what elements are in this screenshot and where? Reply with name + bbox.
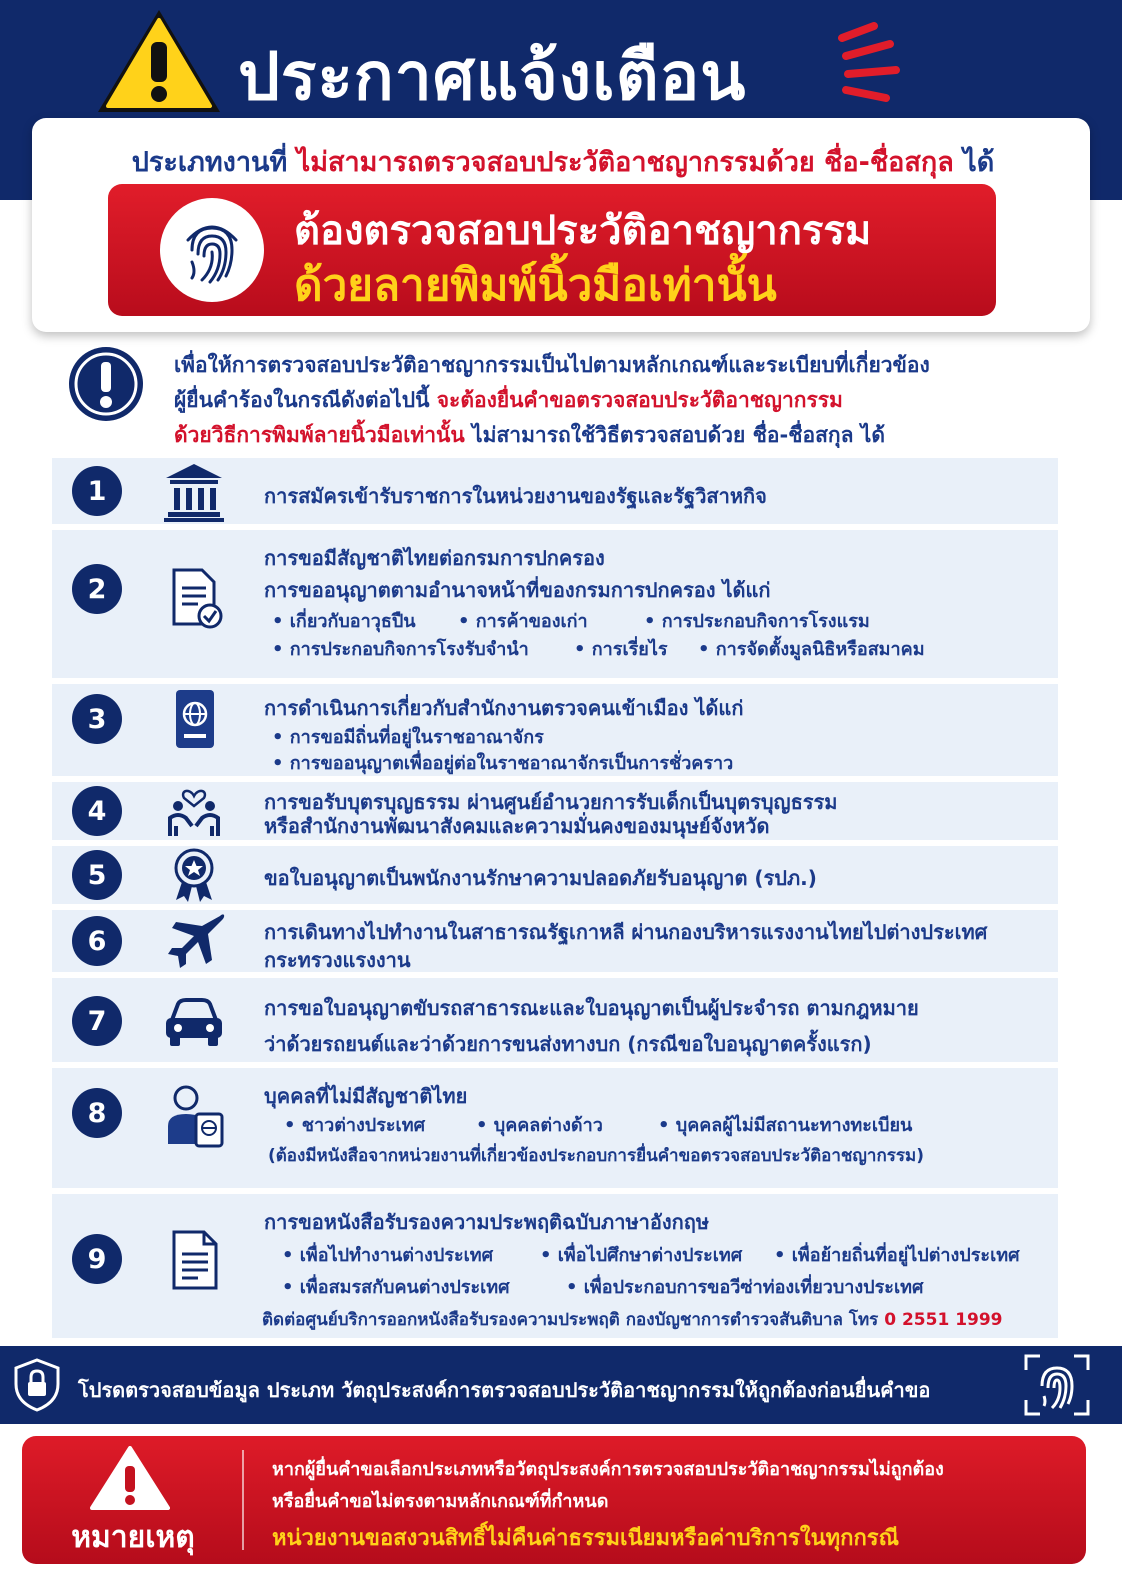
header-card	[32, 118, 1090, 332]
bullet-item: • เพื่อสมรสกับคนต่างประเทศ	[282, 1272, 510, 1301]
bullet-item: • ชาวต่างประเทศ	[284, 1110, 425, 1139]
bullet-item: • เพื่อประกอบการขอวีซ่าท่องเที่ยวบางประเทศ	[566, 1272, 923, 1301]
item-number: 8	[72, 1088, 122, 1138]
foreigner-passport-icon	[162, 1084, 226, 1148]
intro-line-2-red: จะต้องยื่นคำขอตรวจสอบประวัติอาชญากรรม	[436, 388, 843, 412]
fingerprint-scan-icon	[1024, 1354, 1090, 1416]
item-number: 9	[72, 1234, 122, 1284]
item-line-1: การขอใบอนุญาตขับรถสาธารณะและใบอนุญาตเป็นผู้ประจำรถ ตามกฎหมาย	[264, 996, 919, 1020]
item-number: 4	[72, 786, 122, 836]
list-item	[52, 910, 1058, 972]
list-item	[52, 978, 1058, 1062]
intro-line-3-suffix: ไม่สามารถใช้วิธีตรวจสอบด้วย ชื่อ-ชื่อสกุล ได้	[464, 423, 885, 447]
page-title: ประกาศแจ้งเตือน	[238, 38, 747, 115]
intro-line-3	[174, 418, 1074, 453]
bullet-item: • การขออนุญาตเพื่ออยู่ต่อในราชอาณาจักรเป็นการชั่วคราว	[272, 748, 733, 777]
card-highlight: ไม่สามารถตรวจสอบประวัติอาชญากรรมด้วย ชื่อ-ชื่อสกุล	[296, 147, 954, 178]
award-badge-icon	[162, 846, 226, 904]
remark-line-1: หากผู้ยื่นคำขอเลือกประเภทหรือวัตถุประสงค์การตรวจสอบประวัติอาชญากรรมไม่ถูกต้อง	[272, 1459, 944, 1480]
airplane-icon	[162, 910, 226, 972]
item-line-2: กระทรวงแรงงาน	[264, 948, 411, 972]
bullet-item: • เพื่อไปทำงานต่างประเทศ	[282, 1240, 493, 1269]
bullet-item: • การค้าของเก่า	[458, 606, 588, 635]
list-item	[52, 684, 1058, 776]
remark-line-2: หรือยื่นคำขอไม่ตรงตามหลักเกณฑ์ที่กำหนด	[272, 1491, 609, 1512]
fingerprint-banner	[108, 184, 996, 316]
item-line-1: บุคคลที่ไม่มีสัญชาติไทย	[264, 1084, 468, 1108]
item-number: 5	[72, 850, 122, 900]
banner-line-2: ด้วยลายพิมพ์นิ้วมือเท่านั้น	[294, 260, 777, 311]
fingerprint-icon	[178, 214, 246, 286]
intro-text	[174, 348, 1074, 453]
verify-strip-text: โปรดตรวจสอบข้อมูล ประเภท วัตถุประสงค์การตรวจสอบประวัติอาชญากรรมให้ถูกต้องก่อนยื่นคำขอ	[78, 1378, 931, 1402]
item-line-1: การดำเนินการเกี่ยวกับสำนักงานตรวจคนเข้าเมือง ได้แก่	[264, 696, 744, 720]
item-line-1: การขอรับบุตรบุญธรรม ผ่านศูนย์อำนวยการรับเด็กเป็นบุตรบุญธรรม	[264, 790, 838, 814]
passport-icon	[162, 688, 226, 752]
list-item	[52, 458, 1058, 524]
item-number: 6	[72, 916, 122, 966]
intro-line-1: เพื่อให้การตรวจสอบประวัติอาชญากรรมเป็นไปตามหลักเกณฑ์และระเบียบที่เกี่ยวข้อง	[174, 353, 930, 377]
item-line-2: ว่าด้วยรถยนต์และว่าด้วยการขนส่งทางบก (กรณีขอใบอนุญาตครั้งแรก)	[264, 1032, 872, 1056]
government-building-icon	[162, 460, 226, 524]
bullet-item: • การจัดตั้งมูลนิธิหรือสมาคม	[698, 634, 925, 663]
exclamation-circle-icon	[66, 344, 146, 424]
contact-phone: 0 2551 1999	[884, 1310, 1003, 1330]
item-line-1: การขอมีสัญชาติไทยต่อกรมการปกครอง	[264, 546, 605, 570]
verify-strip	[0, 1346, 1122, 1424]
card-prefix: ประเภทงานที่	[131, 147, 297, 178]
remark-divider	[242, 1450, 244, 1550]
item-line-1: การเดินทางไปทำงานในสาธารณรัฐเกาหลี ผ่านกองบริหารแรงงานไทยไปต่างประเทศ	[264, 920, 988, 944]
item-line-2: การขออนุญาตตามอำนาจหน้าที่ของกรมการปกครอง ได้แก่	[264, 578, 771, 602]
bullet-item: • เพื่อไปศึกษาต่างประเทศ	[540, 1240, 742, 1269]
item-note: (ต้องมีหนังสือจากหน่วยงานที่เกี่ยวข้องประกอบการยื่นคำขอตรวจสอบประวัติอาชญากรรม)	[268, 1146, 924, 1166]
item-line-2: หรือสำนักงานพัฒนาสังคมและความมั่นคงของมนุษย์จังหวัด	[264, 814, 770, 838]
bullet-item: • การประกอบกิจการโรงแรม	[644, 606, 870, 635]
list-item	[52, 782, 1058, 840]
warning-triangle-icon	[94, 6, 224, 116]
remark-box	[22, 1436, 1086, 1564]
bullet-item: • การขอมีถิ่นที่อยู่ในราชอาณาจักร	[272, 722, 544, 751]
bullet-item: • เกี่ยวกับอาวุธปืน	[272, 606, 416, 635]
alert-burst-icon	[828, 22, 908, 112]
bullet-item: • บุคคลต่างด้าว	[476, 1110, 603, 1139]
remark-label: หมายเหตุ	[71, 1520, 195, 1555]
item-number: 1	[72, 466, 122, 516]
remark-line-3: หน่วยงานขอสงวนสิทธิ์ไม่คืนค่าธรรมเนียมหรือค่าบริการในทุกกรณี	[272, 1526, 900, 1551]
banner-line-1: ต้องตรวจสอบประวัติอาชญากรรม	[294, 208, 872, 254]
item-text: ขอใบอนุญาตเป็นพนักงานรักษาความปลอดภัยรับอนุญาต (รปภ.)	[264, 866, 817, 890]
item-line-1: การขอหนังสือรับรองความประพฤติฉบับภาษาอังกฤษ	[264, 1210, 710, 1234]
contact-text: ติดต่อศูนย์บริการออกหนังสือรับรองความประพฤติ กองบัญชาการตำรวจสันติบาล โทร	[262, 1310, 885, 1330]
list-item	[52, 846, 1058, 904]
item-number: 3	[72, 694, 122, 744]
warning-triangle-icon	[90, 1446, 170, 1510]
item-number: 2	[72, 564, 122, 614]
item-number: 7	[72, 996, 122, 1046]
intro-line-3-red: ด้วยวิธีการพิมพ์ลายนิ้วมือเท่านั้น	[174, 423, 465, 447]
bullet-item: • การเรี่ยไร	[574, 634, 668, 663]
item-text: การสมัครเข้ารับราชการในหน่วยงานของรัฐและรัฐวิสาหกิจ	[264, 484, 767, 508]
intro-line-2	[174, 383, 1074, 418]
fingerprint-badge	[160, 198, 264, 302]
document-check-icon	[162, 566, 226, 630]
list-item	[52, 1068, 1058, 1188]
document-icon	[162, 1228, 226, 1292]
family-heart-icon	[162, 782, 226, 840]
contact-line	[262, 1306, 1003, 1333]
intro-line-2-prefix: ผู้ยื่นคำร้องในกรณีดังต่อไปนี้	[174, 388, 437, 412]
bullet-item: • เพื่อย้ายถิ่นที่อยู่ไปต่างประเทศ	[774, 1240, 1020, 1269]
car-icon	[162, 990, 226, 1054]
list-item	[52, 1194, 1058, 1338]
shield-lock-icon	[14, 1358, 60, 1412]
card-headline	[58, 140, 1068, 183]
bullet-item: • บุคคลผู้ไม่มีสถานะทางทะเบียน	[658, 1110, 912, 1139]
bullet-item: • การประกอบกิจการโรงรับจำนำ	[272, 634, 529, 663]
card-suffix: ได้	[953, 147, 995, 178]
list-item	[52, 530, 1058, 678]
